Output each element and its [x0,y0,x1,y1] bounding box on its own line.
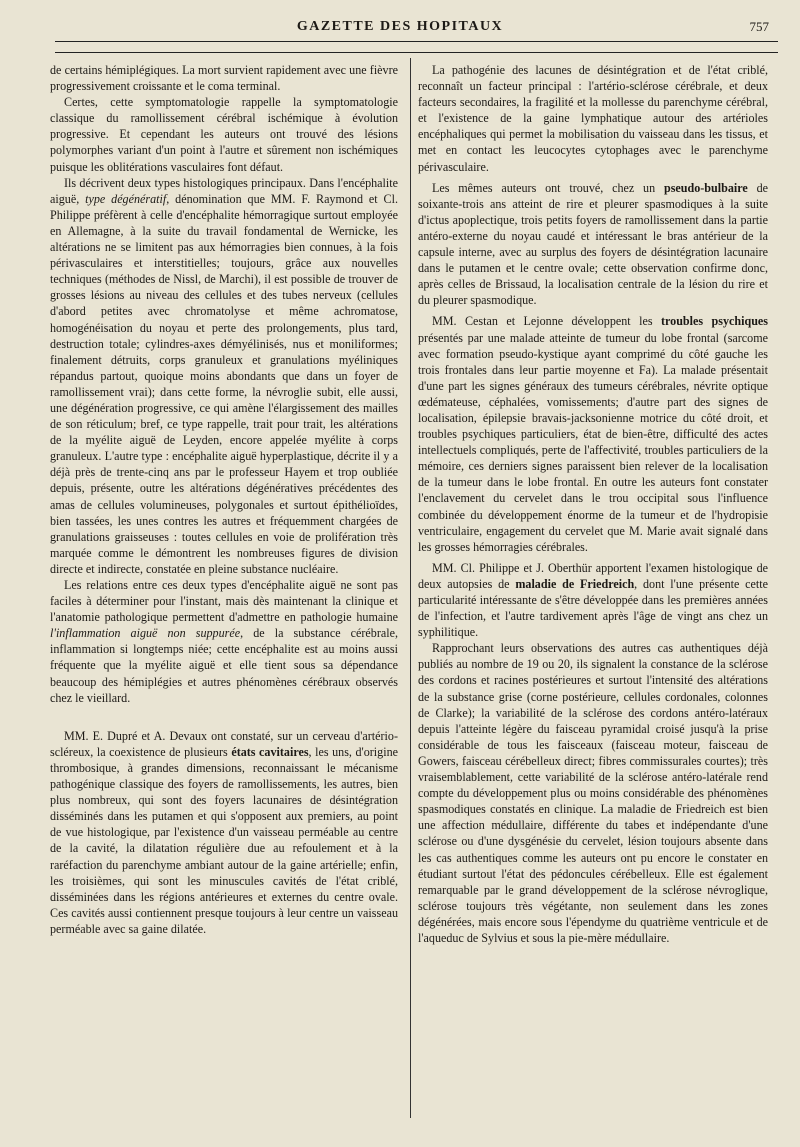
column-divider [410,58,411,1118]
left-p4-text-a: Les relations entre ces deux types d'encéphalite aiguë ne sont pas faciles à déterminer pour l'instant, mais dès maintenant la clinique et l'anatomie pathologique permettent d'admettre en pathologie humaine [50,578,398,625]
left-p4-italic: l'inflammation aiguë non suppurée [50,626,241,641]
header-rule-bottom [55,52,778,53]
right-p2-bold: pseudo-bulbaire [663,180,748,195]
left-paragraph-3 [50,175,398,577]
right-p2-text-b: de soixante-trois ans atteint de rire et pleurer spasmodiques à la suite d'ictus apoplectique, trois petits foyers de ramollissement dans la partie antéro-externe du noyau caudé et intéressant le bras antérieur de la capsule interne, avec au surplus des foyers de désintégration lacunaire dans le putamen et le centre ovale; cette observation confirme donc, après celles de Brissaud, la localisation centrale de la lésion du rire et du pleurer spasmodique. [418,180,768,308]
right-p4-bold: maladie de Friedreich [515,576,635,591]
running-header-title: GAZETTE DES HOPITAUX [296,19,504,34]
page-number: 757 [749,19,769,34]
right-paragraph-4 [418,560,768,640]
right-p3-bold: troubles psychiques [660,314,768,329]
right-paragraph-1: La pathogénie des lacunes de désintégration et de l'état criblé, reconnaît un facteur principal : l'artério-sclérose cérébrale, et deux facteurs secondaires, la fragilité et la mollesse du parenchyme cérébral, et l'existence de la gaine lymphatique autour des artérioles encéphaliques qui permet la mobilisation du vaisseau dans les tissus, et met en contact les leucocytes cytophages avec le parenchyme périvasculaire. [418,63,768,174]
left-p3-text-b: , dénomination que MM. F. Raymond et Cl. Philippe préfèrent à celle d'encéphalite hémorragique surtout employée en Allemagne, à la suite du travail fondamental de Wernicke, les altérations ne se limitent pas aux hémorragies bien connues, à la fois périvasculaires et interstitielles; toujours, grâce aux nouvelles techniques (méthodes de Nissl, de Marchi), il est possible de trouver de grosses lésions au niveau des cellules et des tubes nerveux (cellules d'abord petites avec chromatolyse et même achromatose, homogénéisation du noyau et perte des prolongements, plus tard, destruction totale; cylindres-axes démyélinisés, nus et moniliformes; finalement détruits, corps granuleux et granulations myéliniques répandus partout, quoique moins abondants que dans un foyer de ramollissement vrai); dans cette forme, la névroglie subit, elle aussi, une dégénération progressive, ce qui amène l'élargissement des mailles de son réticulum; bref, ce type rappelle, trait pour trait, les altérations de la myélite aiguë de Leyden, encore appelée myélite à corps granuleux. L'autre type : encéphalite aiguë hyperplastique, décrite il y a déjà près de trente-cinq ans par le professeur Hayem et trop oubliée depuis, présente, outre les altérations dégénératives précédentes des amas de cellules volumineuses, polygonales et surtout épithélioïdes, bien tassées, les unes contres les autres et fréquemment chargées de granulations graisseuses : toutes cellules en voie de prolifération très marquée comme le démontrent les nombreuses figures de division directe et indirecte, constatée en pleine substance nucléaire. [50,191,398,576]
right-p2-text-a: Les mêmes auteurs ont trouvé, chez un [432,180,664,195]
right-paragraph-2 [418,180,768,309]
left-paragraph-1: de certains hémiplégiques. La mort survient rapidement avec une fièvre progressivement croissante et le coma terminal. [50,63,398,94]
right-p4-text-b: , dont l'une présente cette particularité intéressante de s'être développée dans les premières années de l'infection, et l'autre tardivement après l'âge de vingt ans chez un syphilitique. [418,576,768,640]
right-paragraph-3 [418,313,768,554]
left-paragraph-2: Certes, cette symptomatologie rappelle la symptomatologie classique du ramollissement cérébral ischémique à évolution progressive. Et cependant les auteurs ont trouvé des lésions polymorphes variant d'un point à l'autre et sûrement non ischémiques puisque les oblitérations vasculaires font défaut. [50,95,398,174]
right-column [418,62,768,946]
right-p4-text-a: MM. Cl. Philippe et J. Oberthür apportent l'examen histologique de deux autopsies de [418,560,768,591]
right-paragraph-5: Rapprochant leurs observations des autres cas authentiques déjà publiés au nombre de 19 ou 20, ils signalent la constance de la sclérose des cordons et racines postérieures et surtout l'intensité des altérations de la substance grise (corne postérieure, cellules cordonales, colonnes de Clarke); la variabilité de la sclérose des cordons antéro-latéraux depuis l'atteinte légère du faisceau pyramidal croisé jusqu'à la prise considérable de tous les faisceaux (faisceau moteur, faisceau de Gowers, faisceau cérébelleux direct; fibres commissurales courtes); très vraisemblablement, cette variabilité de la sclérose antéro-latérale rend compte du développement plus ou moins considérable des phénomènes spasmodiques constatés en clinique. La maladie de Friedreich est bien une affection médullaire, différente du tabes et indépendante d'une sclérose ou d'une dysgénésie du cervelet, lésion toujours absente dans les cas authentiques comme les auteurs ont pu encore le constater en étudiant surtout l'état des pédoncules cérébelleux. Elle est également remarquable par le grand développement de la sclérose névroglique, sclérose toujours très végétante, non seulement dans les zones dégénérées, mais encore sous l'épendyme du quatrième ventricule et de l'aqueduc de Sylvius et sous la pie-mère médullaire. [418,641,768,945]
left-paragraph-5 [50,728,398,937]
left-p5-text-a: MM. E. Dupré et A. Devaux ont constaté, sur un cerveau d'artério-scléreux, la coexistence de plusieurs [50,728,398,759]
left-p5-text-b: , les uns, d'origine thrombosique, à grandes dimensions, reconnaissant le mécanisme pathogénique classique des foyers de ramollissements, les autres, bien plus nombreux, qui sont des foyers lacunaires de désintégration disséminés dans les putamen et qui s'opposent aux premiers, au point de vue histologique, par l'existence d'un vaisseau perméable au centre de la cavité, la dilatation régulière due au refoulement et à la raréfaction du parenchyme ambiant autour de la gaine artérielle; enfin, les troisièmes, qui sont les minuscules cavités de l'état criblé, disséminées dans les régions antérieures et externes du centre ovale. Ces cavités aussi contiennent presque toujours à leur centre un vaisseau perméable avec sa gaine dilatée. [50,744,398,936]
left-p4-text-b: , de la substance cérébrale, inflammation si longtemps niée; cette encéphalite est au moins aussi fréquente que la myélite aiguë et elle tient sous sa dépendance beaucoup des hémiplégies et autres phénomènes cérébraux observés chez le vieillard. [50,626,398,705]
right-p3-text-a: MM. Cestan et Lejonne développent les [432,314,661,329]
left-paragraph-4 [50,577,398,706]
right-p3-text-b: présentés par une malade atteinte de tumeur du lobe frontal (sarcome avec formation pseudo-kystique ayant comprimé du côté gauche les trois frontales dans leur partie moyenne et Fa). La malade présentait d'une part les signes généraux des tumeurs cérébrales, névrite optique œdémateuse, céphalées, vomissements; d'autre part des signes de localisation, épilepsie bravais-jacksonienne motrice du côté droit, et troubles psychiques particuliers, état de bien-être, difficulté des actes intellectuels compliqués, perte de l'affectivité, troubles particuliers de la mémoire, ces derniers signes paraissent bien relever de la localisation de la tumeur dans le lobe frontal. En outre les auteurs font constater l'enclavement du cervelet dans le trou occipital sous l'influence combinée du développement énorme de la tumeur et de l'hydropisie ventriculaire, engagement du cervelet que M. Marie avait signalé dans les grosses hémorragies cérébrales. [418,330,768,554]
header-rule-top [55,41,778,42]
left-column [50,62,398,937]
left-p3-text-a: Ils décrivent deux types histologiques principaux. Dans l'encéphalite aiguë, [50,175,398,206]
left-p5-bold: états cavitaires [231,744,309,759]
left-p3-italic: type dégénératif [85,191,167,206]
